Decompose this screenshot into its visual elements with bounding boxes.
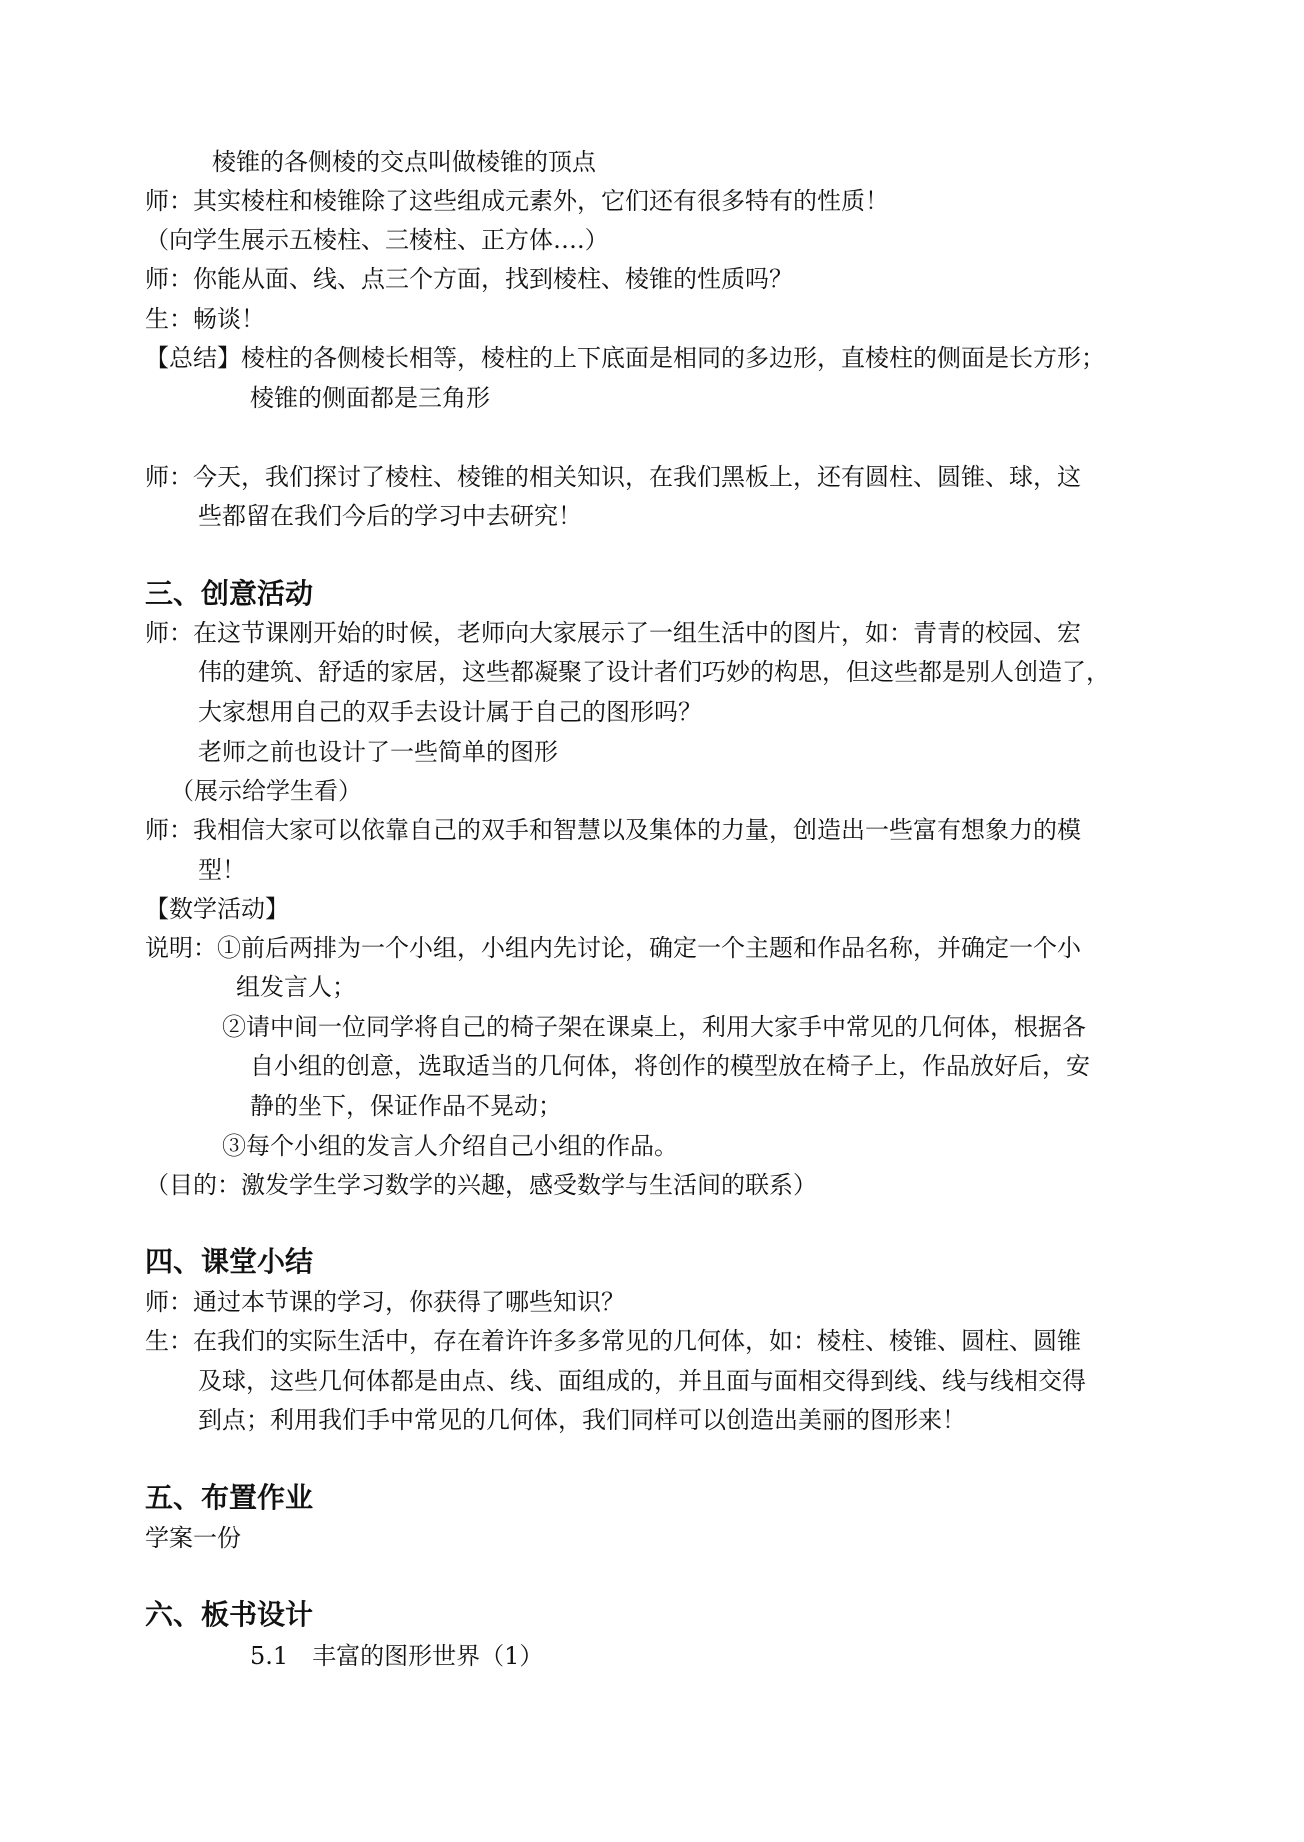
- text-line: 伟的建筑、舒适的家居，这些都凝聚了设计者们巧妙的构思，但这些都是别人创造了，: [198, 658, 1110, 686]
- text-line: 师：通过本节课的学习，你获得了哪些知识？: [145, 1288, 625, 1316]
- text-line: 静的坐下，保证作品不晃动；: [250, 1092, 562, 1120]
- text-line: 师：今天，我们探讨了棱柱、棱锥的相关知识，在我们黑板上，还有圆柱、圆锥、球，这: [145, 463, 1081, 491]
- section-heading: 四、课堂小结: [145, 1245, 314, 1278]
- text-line: （向学生展示五棱柱、三棱柱、正方体….）: [145, 226, 609, 254]
- text-line: 及球，这些几何体都是由点、线、面组成的，并且面与面相交得到线、线与线相交得: [198, 1367, 1086, 1395]
- text-line: 生：畅谈！: [145, 305, 265, 333]
- text-line: 说明：①前后两排为一个小组，小组内先讨论，确定一个主题和作品名称，并确定一个小: [145, 934, 1081, 962]
- text-line: 生：在我们的实际生活中，存在着许许多多常见的几何体，如：棱柱、棱锥、圆柱、圆锥: [145, 1327, 1081, 1355]
- text-line: 师：你能从面、线、点三个方面，找到棱柱、棱锥的性质吗？: [145, 265, 793, 293]
- text-line: 【数学活动】: [145, 895, 289, 923]
- text-line: （目的：激发学生学习数学的兴趣，感受数学与生活间的联系）: [145, 1171, 817, 1199]
- text-line: 棱锥的各侧棱的交点叫做棱锥的顶点: [212, 148, 596, 176]
- text-line: （展示给学生看）: [170, 777, 362, 805]
- section-heading: 三、创意活动: [145, 577, 314, 610]
- text-line: 型！: [198, 856, 246, 884]
- section-heading: 六、板书设计: [145, 1598, 314, 1631]
- text-line: 师：在这节课刚开始的时候，老师向大家展示了一组生活中的图片，如：青青的校园、宏: [145, 619, 1081, 647]
- text-line: 师：其实棱柱和棱锥除了这些组成元素外，它们还有很多特有的性质！: [145, 187, 889, 215]
- text-line: 【总结】棱柱的各侧棱长相等，棱柱的上下底面是相同的多边形，直棱柱的侧面是长方形；: [145, 344, 1105, 372]
- text-line: 大家想用自己的双手去设计属于自己的图形吗？: [198, 698, 702, 726]
- text-line: ②请中间一位同学将自己的椅子架在课桌上，利用大家手中常见的几何体，根据各: [222, 1013, 1086, 1041]
- text-line: 些都留在我们今后的学习中去研究！: [198, 502, 582, 530]
- text-line: 棱锥的侧面都是三角形: [250, 384, 490, 412]
- text-line: 自小组的创意，选取适当的几何体，将创作的模型放在椅子上，作品放好后，安: [250, 1052, 1090, 1080]
- section-heading: 五、布置作业: [145, 1481, 314, 1514]
- text-line: 老师之前也设计了一些简单的图形: [198, 738, 558, 766]
- text-line: 师：我相信大家可以依靠自己的双手和智慧以及集体的力量，创造出一些富有想象力的模: [145, 816, 1081, 844]
- text-line: 到点；利用我们手中常见的几何体，我们同样可以创造出美丽的图形来！: [198, 1406, 966, 1434]
- text-line: 组发言人；: [236, 973, 356, 1001]
- text-line: 学案一份: [145, 1524, 241, 1552]
- text-line: ③每个小组的发言人介绍自己小组的作品。: [222, 1132, 678, 1160]
- text-line: 5.1 丰富的图形世界（1）: [250, 1642, 544, 1670]
